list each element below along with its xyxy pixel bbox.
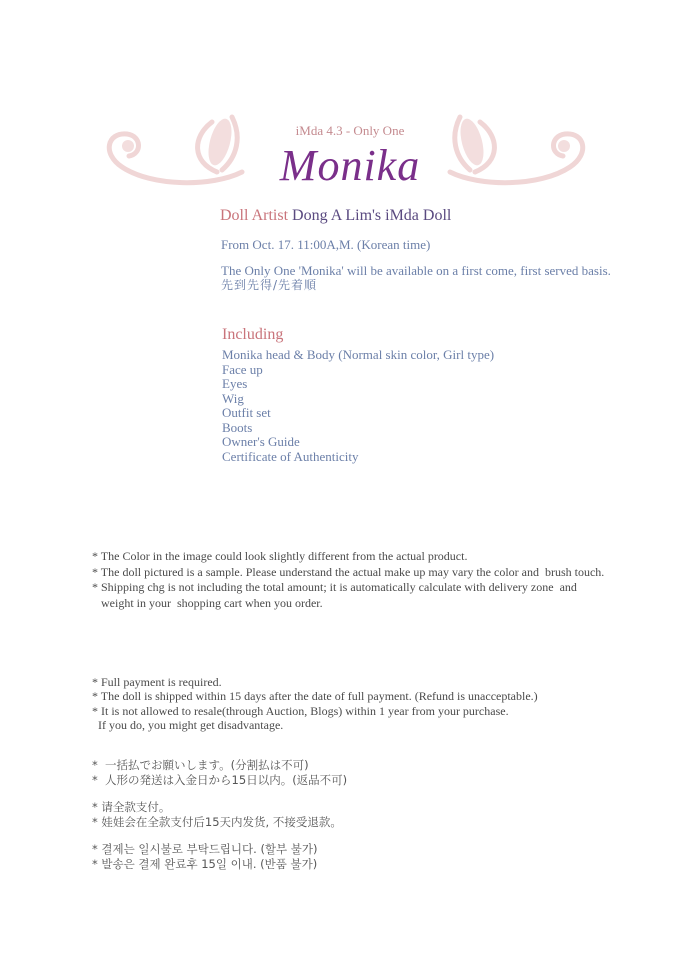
list-item: Wig [222, 390, 244, 406]
payment-notes [92, 675, 538, 732]
including-list [222, 348, 494, 464]
payment-notes-japanese [92, 758, 347, 788]
note-item: * It is not allowed to resale(through Auction, Blogs) within 1 year from your purchase. [92, 703, 509, 718]
payment-notes-chinese [92, 800, 342, 830]
list-item: Certificate of Authenticity [222, 448, 359, 464]
note-item: * Shipping chg is not including the total amount; it is automatically calculate with delivery zone and [92, 580, 577, 594]
note-item: If you do, you might get disadvantage. [92, 717, 284, 732]
note-item: * The doll is shipped within 15 days after the date of full payment. (Refund is unacceptable.) [92, 689, 538, 704]
product-subtitle: iMda 4.3 - Only One [295, 123, 405, 138]
note-item: * The doll pictured is a sample. Please understand the actual make up may vary the color and brush touch. [92, 564, 605, 579]
artist-line [220, 207, 451, 225]
note-item: * Full payment is required. [92, 675, 222, 689]
artist-prefix: Doll Artist [220, 207, 293, 224]
list-item: Face up [222, 361, 263, 377]
note-item: * 请全款支付。 [92, 800, 171, 814]
release-date: From Oct. 17. 11:00A,M. (Korean time) [221, 237, 431, 252]
availability-text: The Only One 'Monika' will be available on a first come, first served basis. [221, 263, 611, 278]
note-item: weight in your shopping cart when you order. [92, 595, 323, 610]
list-item: Outfit set [222, 405, 271, 420]
note-item: * 娃娃会在全款支付后15天内发货, 不接受退款。 [92, 815, 342, 829]
list-item: Monika head & Body (Normal skin color, Girl type) [222, 347, 495, 362]
note-item: * 人形の発送は入金日から15日以内。(返品不可) [92, 773, 348, 787]
note-item: * 결제는 일시불로 부탁드립니다. (할부 불가) [92, 842, 318, 856]
list-item: Boots [222, 419, 253, 435]
artist-name: Dong A Lim's iMda Doll [292, 207, 452, 224]
payment-notes-korean [92, 842, 318, 872]
including-heading: Including [222, 326, 284, 343]
note-item: * 一括払でお願いします。(分割払は不可) [92, 758, 309, 772]
note-item: * 발송은 결제 완료후 15일 이내. (반품 불가) [92, 857, 318, 871]
product-title: Monika [279, 141, 421, 190]
list-item: Owner's Guide [222, 434, 300, 449]
note-item: * The Color in the image could look slightly different from the actual product. [92, 549, 468, 563]
availability-cjk-text: 先到先得/先着順 [221, 278, 318, 292]
list-item: Eyes [222, 376, 248, 391]
product-notes [92, 549, 604, 611]
